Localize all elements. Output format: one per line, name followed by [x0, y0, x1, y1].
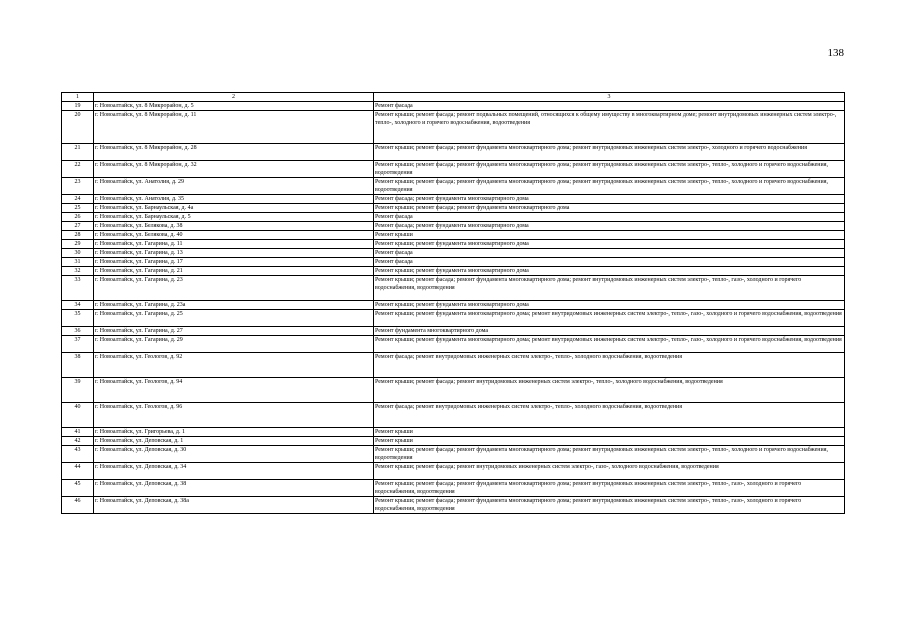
table-row [62, 301, 845, 310]
row-number: 26 [62, 213, 94, 222]
row-number: 41 [62, 428, 94, 437]
table-row [62, 249, 845, 258]
row-address: г. Новоалтайск, ул. 8 Микрорайон, д. 32 [94, 161, 374, 178]
row-number: 33 [62, 276, 94, 301]
row-works: Ремонт фасада; ремонт внутридомовых инженерных систем электро-, тепло-, холодного водоснабжения, водоотведения [374, 403, 845, 428]
row-address: г. Новоалтайск, ул. Гагарина, д. 23 [94, 276, 374, 301]
row-number: 43 [62, 446, 94, 463]
row-number: 32 [62, 267, 94, 276]
row-address: г. Новоалтайск, ул. Деповская, д. 38а [94, 497, 374, 514]
row-works: Ремонт фасада [374, 258, 845, 267]
row-works: Ремонт крыши; ремонт фасада; ремонт фундамента многоквартирного дома; ремонт внутридомовых инженерных систем электро-, тепло-, холодного и горячего водоснабжения, водоотведения [374, 178, 845, 195]
row-number: 40 [62, 403, 94, 428]
row-address: г. Новоалтайск, ул. Геологов, д. 92 [94, 353, 374, 378]
row-works: Ремонт крыши; ремонт фасада; ремонт фундамента многоквартирного дома; ремонт внутридомовых инженерных систем электро-, тепло-, газо-, холодного и горячего водоснабжения, водоотведения [374, 480, 845, 497]
row-address: г. Новоалтайск, ул. Гагарина, д. 23а [94, 301, 374, 310]
table-row [62, 276, 845, 301]
table-row [62, 204, 845, 213]
table-row [62, 144, 845, 161]
row-address: г. Новоалтайск, ул. Гагарина, д. 25 [94, 310, 374, 327]
row-works: Ремонт крыши; ремонт фасада; ремонт внутридомовых инженерных систем электро-, тепло-, холодного водоснабжения, водоотведения [374, 378, 845, 403]
row-number: 23 [62, 178, 94, 195]
row-address: г. Новоалтайск, ул. Гагарина, д. 17 [94, 258, 374, 267]
table-row [62, 428, 845, 437]
table-row [62, 213, 845, 222]
table-header-row [62, 93, 845, 102]
row-works: Ремонт крыши; ремонт фасада; ремонт внутридомовых инженерных систем электро-, газо-, холодного водоснабжения, водоотведения [374, 463, 845, 480]
row-number: 19 [62, 102, 94, 111]
header-col-1: 1 [62, 93, 94, 102]
row-works: Ремонт крыши; ремонт фасада; ремонт фундамента многоквартирного дома; ремонт внутридомовых инженерных систем электро-, тепло-, газо-, холодного и горячего водоснабжения, водоотведения [374, 276, 845, 301]
row-address: г. Новоалтайск, ул. Барнаульская, д. 4а [94, 204, 374, 213]
row-works: Ремонт фасада [374, 249, 845, 258]
header-col-2: 2 [94, 93, 374, 102]
row-address: г. Новоалтайск, ул. 8 Микрорайон, д. 5 [94, 102, 374, 111]
table-row [62, 446, 845, 463]
row-works: Ремонт крыши; ремонт фасада; ремонт фундамента многоквартирного дома [374, 204, 845, 213]
row-number: 21 [62, 144, 94, 161]
row-works: Ремонт крыши; ремонт фундамента многоквартирного дома [374, 301, 845, 310]
row-address: г. Новоалтайск, ул. Деповская, д. 34 [94, 463, 374, 480]
row-works: Ремонт крыши; ремонт фасада; ремонт фундамента многоквартирного дома; ремонт внутридомовых инженерных систем электро-, холодного и горячего водоснабжения [374, 144, 845, 161]
row-address: г. Новоалтайск, ул. Белякова, д. 38 [94, 222, 374, 231]
table-row [62, 195, 845, 204]
row-address: г. Новоалтайск, ул. 8 Микрорайон, д. 11 [94, 111, 374, 144]
table-row [62, 240, 845, 249]
row-number: 30 [62, 249, 94, 258]
row-works: Ремонт крыши; ремонт фасада; ремонт фундамента многоквартирного дома; ремонт внутридомовых инженерных систем электро-, тепло-, холодного и горячего водоснабжения, водоотведения [374, 161, 845, 178]
row-works: Ремонт фундамента многоквартирного дома [374, 327, 845, 336]
table-row [62, 222, 845, 231]
page-number: 138 [827, 47, 844, 59]
table-row [62, 463, 845, 480]
header-col-3: 3 [374, 93, 845, 102]
row-address: г. Новоалтайск, ул. Гагарина, д. 29 [94, 336, 374, 353]
row-number: 46 [62, 497, 94, 514]
table-row [62, 102, 845, 111]
row-works: Ремонт фасада [374, 213, 845, 222]
row-works: Ремонт крыши; ремонт фасада; ремонт подвальных помещений, относящихся к общему имуществу в многоквартирном доме; ремонт внутридомовых инженерных систем электро-, тепло-, холодного и горячего водоснабжения, водоотведения [374, 111, 845, 144]
row-works: Ремонт фасада [374, 102, 845, 111]
table-row [62, 231, 845, 240]
row-address: г. Новоалтайск, ул. Геологов, д. 94 [94, 378, 374, 403]
row-number: 22 [62, 161, 94, 178]
table-row [62, 111, 845, 144]
row-works: Ремонт крыши; ремонт фундамента многоквартирного дома; ремонт внутридомовых инженерных систем электро-, тепло-, газо-, холодного и горячего водоснабжения, водоотведения [374, 336, 845, 353]
table-body [62, 93, 845, 514]
row-number: 44 [62, 463, 94, 480]
row-works: Ремонт крыши; ремонт фасада; ремонт фундамента многоквартирного дома; ремонт внутридомовых инженерных систем электро-, тепло-, холодного и горячего водоснабжения, водоотведения [374, 446, 845, 463]
row-number: 38 [62, 353, 94, 378]
row-address: г. Новоалтайск, ул. Гагарина, д. 13 [94, 249, 374, 258]
row-number: 37 [62, 336, 94, 353]
table-row [62, 336, 845, 353]
row-number: 45 [62, 480, 94, 497]
row-address: г. Новоалтайск, ул. Гагарина, д. 27 [94, 327, 374, 336]
table-row [62, 258, 845, 267]
row-works: Ремонт крыши; ремонт фундамента многоквартирного дома [374, 267, 845, 276]
table-row [62, 310, 845, 327]
row-address: г. Новоалтайск, ул. Анатолия, д. 29 [94, 178, 374, 195]
row-number: 28 [62, 231, 94, 240]
table-row [62, 327, 845, 336]
row-address: г. Новоалтайск, ул. Гагарина, д. 21 [94, 267, 374, 276]
row-number: 39 [62, 378, 94, 403]
row-number: 29 [62, 240, 94, 249]
row-works: Ремонт крыши; ремонт фасада; ремонт фундамента многоквартирного дома; ремонт внутридомовых инженерных систем электро-, тепло-, газо-, холодного и горячего водоснабжения, водоотведения [374, 497, 845, 514]
row-address: г. Новоалтайск, ул. Барнаульская, д. 5 [94, 213, 374, 222]
row-number: 34 [62, 301, 94, 310]
row-works: Ремонт фасада; ремонт фундамента многоквартирного дома [374, 195, 845, 204]
row-address: г. Новоалтайск, ул. Григорьева, д. 1 [94, 428, 374, 437]
table-row [62, 178, 845, 195]
row-number: 27 [62, 222, 94, 231]
table-row [62, 267, 845, 276]
row-works: Ремонт крыши [374, 428, 845, 437]
row-number: 42 [62, 437, 94, 446]
row-address: г. Новоалтайск, ул. Анатолия, д. 35 [94, 195, 374, 204]
row-number: 36 [62, 327, 94, 336]
row-works: Ремонт фасада; ремонт внутридомовых инженерных систем электро-, тепло-, холодного водоснабжения, водоотведения [374, 353, 845, 378]
table-row [62, 437, 845, 446]
row-works: Ремонт крыши [374, 437, 845, 446]
row-works: Ремонт крыши [374, 231, 845, 240]
row-number: 35 [62, 310, 94, 327]
row-address: г. Новоалтайск, ул. Деповская, д. 30 [94, 446, 374, 463]
row-number: 24 [62, 195, 94, 204]
table-row [62, 161, 845, 178]
row-address: г. Новоалтайск, ул. Деповская, д. 1 [94, 437, 374, 446]
row-address: г. Новоалтайск, ул. Белякова, д. 40 [94, 231, 374, 240]
row-number: 25 [62, 204, 94, 213]
row-address: г. Новоалтайск, ул. Гагарина, д. 11 [94, 240, 374, 249]
table-row [62, 497, 845, 514]
row-address: г. Новоалтайск, ул. 8 Микрорайон, д. 28 [94, 144, 374, 161]
table-row [62, 378, 845, 403]
row-works: Ремонт крыши; ремонт фундамента многоквартирного дома [374, 240, 845, 249]
table-row [62, 403, 845, 428]
row-number: 20 [62, 111, 94, 144]
row-address: г. Новоалтайск, ул. Деповская, д. 38 [94, 480, 374, 497]
table-row [62, 480, 845, 497]
row-address: г. Новоалтайск, ул. Геологов, д. 96 [94, 403, 374, 428]
repair-table [61, 92, 845, 514]
row-works: Ремонт крыши; ремонт фундамента многоквартирного дома; ремонт внутридомовых инженерных систем электро-, тепло-, газо-, холодного и горячего водоснабжения, водоотведения [374, 310, 845, 327]
table-row [62, 353, 845, 378]
row-works: Ремонт фасада; ремонт фундамента многоквартирного дома [374, 222, 845, 231]
row-number: 31 [62, 258, 94, 267]
